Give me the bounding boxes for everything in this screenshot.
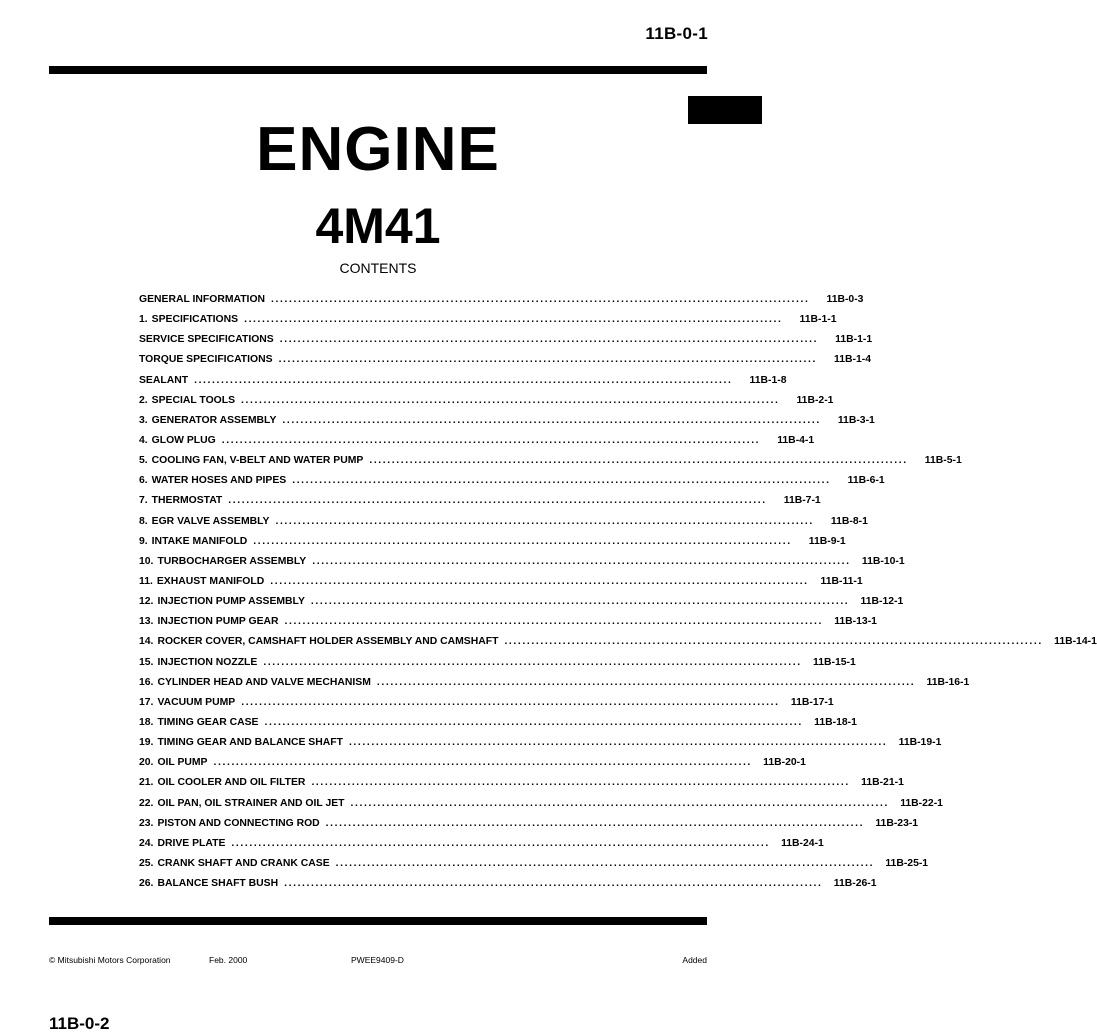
toc-entry[interactable]: [139, 592, 904, 612]
toc-entry-page: 11B-16-1: [926, 676, 970, 688]
toc-dot-leader: ........................................................................................................................: [270, 575, 809, 587]
toc-entry-page: 11B-6-1: [847, 475, 885, 487]
footer-doc-code: PWEE9409-D: [351, 955, 404, 965]
toc-entry-label: TURBOCHARGER ASSEMBLY: [157, 555, 307, 567]
toc-entry-label: BALANCE SHAFT BUSH: [157, 878, 279, 890]
toc-entry[interactable]: [139, 532, 846, 552]
toc-entry-number: 21.: [139, 777, 154, 789]
toc-entry-label: TIMING GEAR CASE: [157, 716, 259, 728]
toc-entry-number: 16.: [139, 676, 154, 688]
toc-entry-number: 6.: [139, 475, 148, 487]
toc-entry[interactable]: [139, 693, 834, 713]
toc-entry-page: 11B-15-1: [813, 656, 856, 668]
toc-entry[interactable]: [139, 471, 885, 491]
toc-entry-page: 11B-0-3: [826, 294, 864, 305]
toc-entry-page: 11B-4-1: [777, 434, 815, 446]
toc-entry-page: 11B-1-1: [835, 334, 873, 346]
toc-entry[interactable]: [139, 431, 815, 451]
toc-entry-label: CYLINDER HEAD AND VALVE MECHANISM: [157, 676, 371, 688]
toc-entry-label: WATER HOSES AND PIPES: [151, 475, 287, 487]
toc-entry-page: 11B-25-1: [885, 857, 929, 869]
toc-entry-label: SPECIAL TOOLS: [151, 394, 236, 406]
toc-dot-leader: ........................................................................................................................: [325, 817, 865, 829]
toc-entry-page: 11B-23-1: [875, 817, 919, 829]
toc-entry-label: OIL COOLER AND OIL FILTER: [157, 777, 306, 789]
toc-entry-number: 1.: [139, 314, 148, 326]
toc-entry-label: TIMING GEAR AND BALANCE SHAFT: [157, 737, 343, 749]
toc-dot-leader: ........................................................................................................................: [311, 777, 850, 789]
toc-entry[interactable]: [139, 512, 868, 532]
toc-entry-page: 11B-21-1: [861, 777, 904, 789]
toc-entry[interactable]: [139, 290, 864, 310]
toc-dot-leader: ........................................................................................................................: [350, 797, 889, 809]
toc-entry-page: 11B-26-1: [833, 878, 877, 890]
toc-entry-label: COOLING FAN, V-BELT AND WATER PUMP: [151, 455, 364, 467]
toc-entry-number: 24.: [139, 837, 154, 849]
toc-entry-page: 11B-5-1: [924, 455, 962, 467]
toc-entry-label: VACUUM PUMP: [157, 696, 236, 708]
toc-entry-label: OIL PAN, OIL STRAINER AND OIL JET: [157, 797, 345, 809]
toc-dot-leader: ........................................................................................................................: [231, 837, 770, 849]
toc-entry-number: 12.: [139, 596, 154, 608]
toc-entry-page: 11B-9-1: [808, 535, 846, 547]
toc-entry-number: 7.: [139, 495, 148, 507]
toc-dot-leader: ........................................................................................................................: [263, 656, 802, 668]
toc-entry-label: TORQUE SPECIFICATIONS: [139, 354, 273, 366]
toc-entry-number: 23.: [139, 817, 154, 829]
toc-entry-label: ROCKER COVER, CAMSHAFT HOLDER ASSEMBLY AND CAMSHAFT: [157, 636, 499, 648]
toc-entry-number: 3.: [139, 414, 148, 426]
toc-entry-page: 11B-13-1: [834, 616, 877, 628]
toc-entry[interactable]: [139, 391, 834, 411]
table-of-contents: [139, 290, 1097, 894]
toc-entry[interactable]: [139, 612, 877, 632]
toc-entry-label: PISTON AND CONNECTING ROD: [157, 817, 320, 829]
toc-dot-leader: ........................................................................................................................: [348, 737, 888, 749]
toc-entry[interactable]: [139, 773, 904, 793]
toc-entry-label: DRIVE PLATE: [157, 837, 226, 849]
toc-entry-page: 11B-22-1: [900, 797, 943, 809]
toc-entry-page: 11B-18-1: [814, 716, 857, 728]
toc-entry-number: 15.: [139, 656, 154, 668]
toc-entry-number: 18.: [139, 716, 154, 728]
toc-entry[interactable]: [139, 733, 942, 753]
toc-entry-label: CRANK SHAFT AND CRANK CASE: [157, 857, 330, 869]
toc-entry-number: 25.: [139, 857, 154, 869]
toc-entry-page: 11B-19-1: [898, 737, 942, 749]
toc-entry-number: 8.: [139, 515, 148, 527]
toc-dot-leader: ........................................................................................................................: [376, 676, 916, 688]
toc-entry-number: 13.: [139, 616, 154, 628]
toc-entry-page: 11B-1-8: [749, 374, 787, 386]
toc-entry-page: 11B-7-1: [783, 495, 821, 507]
toc-entry-label: SEALANT: [139, 374, 189, 386]
toc-entry-page: 11B-1-1: [799, 314, 837, 326]
toc-dot-leader: ........................................................................................................................: [504, 636, 1043, 648]
toc-entry-number: 20.: [139, 757, 154, 769]
toc-entry[interactable]: [139, 371, 787, 391]
toc-entry[interactable]: [139, 814, 919, 834]
toc-entry[interactable]: [139, 552, 905, 572]
toc-entry-page: 11B-1-4: [834, 354, 871, 366]
toc-entry-label: GENERATOR ASSEMBLY: [151, 414, 277, 426]
toc-entry[interactable]: [139, 753, 806, 773]
toc-entry[interactable]: [139, 411, 875, 431]
toc-entry-label: GENERAL INFORMATION: [139, 294, 266, 305]
toc-dot-leader: ........................................................................................................................: [228, 495, 767, 507]
toc-entry-label: EGR VALVE ASSEMBLY: [151, 515, 270, 527]
toc-entry-label: OIL PUMP: [157, 757, 208, 769]
toc-entry[interactable]: [139, 874, 877, 894]
toc-entry-page: 11B-12-1: [860, 596, 904, 608]
next-page-code: 11B-0-2: [49, 1014, 110, 1033]
toc-entry-number: 19.: [139, 737, 154, 749]
toc-entry-page: 11B-8-1: [830, 515, 868, 527]
toc-entry-page: 11B-24-1: [781, 837, 824, 849]
toc-entry-number: 22.: [139, 797, 154, 809]
toc-dot-leader: ........................................................................................................................: [221, 434, 761, 446]
toc-entry[interactable]: [139, 350, 871, 370]
toc-dot-leader: ........................................................................................................................: [312, 555, 851, 567]
toc-entry[interactable]: [139, 632, 1097, 652]
toc-entry-label: EXHAUST MANIFOLD: [156, 575, 265, 587]
toc-entry-label: SERVICE SPECIFICATIONS: [139, 334, 274, 346]
toc-dot-leader: ........................................................................................................................: [241, 394, 780, 406]
toc-entry[interactable]: [139, 330, 873, 350]
toc-dot-leader: ........................................................................................................................: [292, 475, 831, 487]
toc-entry[interactable]: [139, 794, 943, 814]
footer-status: Added: [682, 955, 707, 965]
toc-dot-leader: ........................................................................................................................: [194, 374, 733, 386]
page-title: ENGINE: [256, 115, 500, 184]
toc-entry-number: 10.: [139, 555, 154, 567]
toc-dot-leader: ........................................................................................................................: [310, 596, 850, 608]
toc-dot-leader: ........................................................................................................................: [278, 354, 817, 366]
toc-dot-leader: ........................................................................................................................: [244, 314, 783, 326]
toc-entry-number: 11.: [139, 575, 153, 587]
toc-entry[interactable]: [139, 713, 857, 733]
toc-dot-leader: ........................................................................................................................: [271, 294, 810, 305]
toc-entry-page: 11B-14-1: [1054, 636, 1097, 648]
bottom-rule: [49, 917, 707, 925]
toc-entry-number: 14.: [139, 636, 154, 648]
toc-entry[interactable]: [139, 653, 856, 673]
toc-entry-number: 17.: [139, 696, 154, 708]
toc-dot-leader: ........................................................................................................................: [279, 334, 819, 346]
toc-entry-label: INJECTION NOZZLE: [157, 656, 258, 668]
toc-entry-page: 11B-3-1: [837, 414, 875, 426]
toc-entry-number: 26.: [139, 878, 154, 890]
page-subtitle: 4M41: [315, 198, 441, 254]
toc-entry[interactable]: [139, 854, 929, 874]
toc-dot-leader: ........................................................................................................................: [335, 857, 875, 869]
toc-entry-page: 11B-10-1: [861, 555, 905, 567]
footer-date: Feb. 2000: [209, 955, 248, 965]
toc-entry[interactable]: [139, 491, 821, 511]
toc-entry-page: 11B-17-1: [790, 696, 834, 708]
toc-entry-number: 2.: [139, 394, 148, 406]
toc-entry-label: INJECTION PUMP ASSEMBLY: [157, 596, 305, 608]
toc-entry-number: 9.: [139, 535, 148, 547]
toc-entry[interactable]: [139, 451, 962, 471]
toc-entry-label: SPECIFICATIONS: [151, 314, 239, 326]
toc-dot-leader: ........................................................................................................................: [241, 696, 780, 708]
toc-dot-leader: ........................................................................................................................: [275, 515, 814, 527]
toc-entry[interactable]: [139, 834, 824, 854]
toc-dot-leader: ........................................................................................................................: [213, 757, 752, 769]
toc-dot-leader: ........................................................................................................................: [253, 535, 792, 547]
toc-entry-label: THERMOSTAT: [151, 495, 223, 507]
footer: [49, 955, 707, 969]
toc-dot-leader: ........................................................................................................................: [282, 414, 821, 426]
toc-entry-page: 11B-2-1: [796, 394, 834, 406]
toc-entry[interactable]: [139, 673, 970, 693]
toc-entry-number: 4.: [139, 434, 148, 446]
toc-dot-leader: ........................................................................................................................: [264, 716, 803, 728]
toc-entry-label: GLOW PLUG: [151, 434, 216, 446]
toc-dot-leader: ........................................................................................................................: [369, 455, 908, 467]
toc-entry-label: INJECTION PUMP GEAR: [157, 616, 279, 628]
toc-entry-page: 11B-20-1: [763, 757, 806, 769]
toc-entry-label: INTAKE MANIFOLD: [151, 535, 248, 547]
toc-entry[interactable]: [139, 310, 837, 330]
top-rule: [49, 66, 707, 74]
toc-entry[interactable]: [139, 572, 863, 592]
footer-copyright: © Mitsubishi Motors Corporation: [49, 955, 171, 965]
toc-entry-number: 5.: [139, 455, 148, 467]
contents-heading: CONTENTS: [339, 260, 417, 276]
toc-dot-leader: ........................................................................................................................: [284, 616, 823, 628]
toc-entry-page: 11B-11-1: [820, 575, 863, 587]
page-code: 11B-0-1: [645, 24, 708, 43]
toc-dot-leader: ........................................................................................................................: [284, 878, 823, 890]
